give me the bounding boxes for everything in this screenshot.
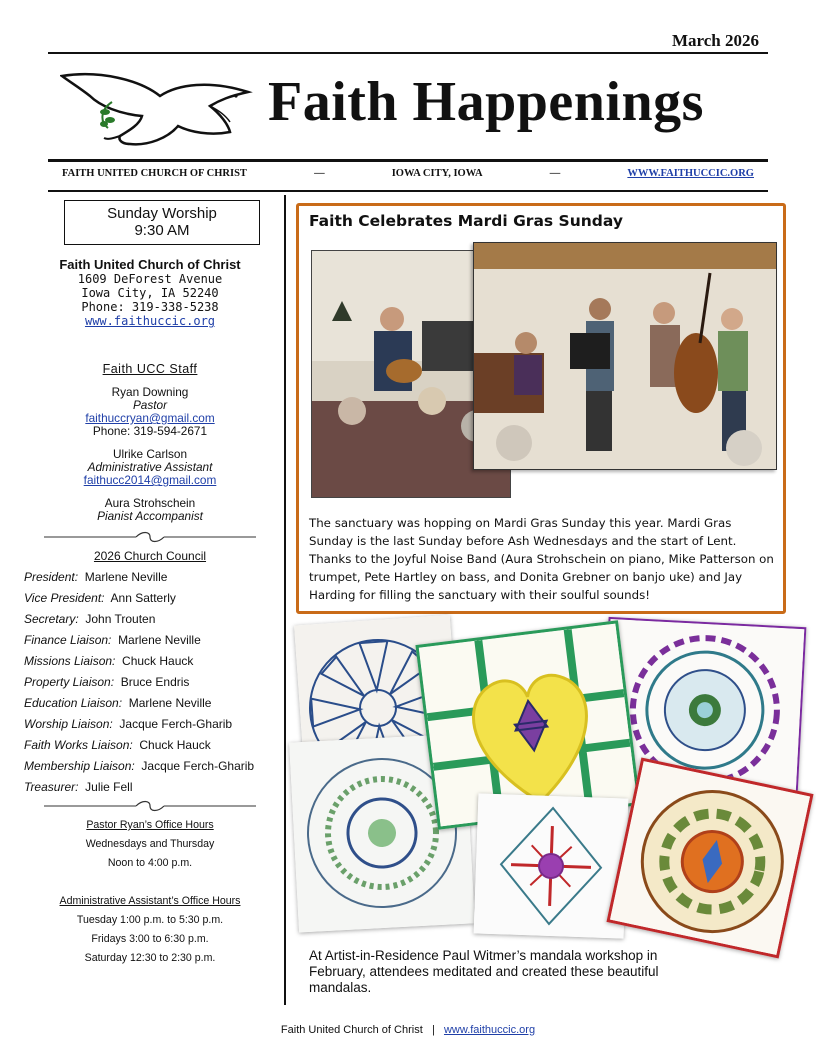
- council-role: Faith Works Liaison:: [24, 738, 133, 752]
- council-name: Julie Fell: [85, 780, 133, 794]
- council-role: Education Liaison:: [24, 696, 123, 710]
- council-name: Chuck Hauck: [139, 738, 211, 752]
- staff-member: [24, 386, 276, 438]
- staff-heading: Faith UCC Staff: [102, 362, 198, 376]
- address-line-2: Iowa City, IA 52240: [81, 286, 219, 300]
- council-role: Membership Liaison:: [24, 759, 135, 773]
- staff-email-link[interactable]: faithuccryan@gmail.com: [85, 411, 215, 425]
- band-photo-group: [473, 242, 777, 470]
- council-heading: 2026 Church Council: [93, 549, 207, 563]
- council-member: [24, 756, 276, 777]
- mandala-red-cross: [474, 793, 629, 938]
- dove-logo-icon: [60, 66, 256, 156]
- staff-role: Pastor: [132, 398, 168, 412]
- council-name: Jacque Ferch-Gharib: [141, 759, 255, 773]
- council-role: Vice President:: [24, 591, 105, 605]
- article-body: The sanctuary was hopping on Mardi Gras Sunday this year. Mardi Gras Sunday is the last Sunday before Ash Wednesdays and the start of Lent. Thanks to the Joyful Noise Band (Aura Strohschein on piano, Mike Patterson on trumpet, Pete Hartley on bass, and Donita Grebner on banjo uke) and Jay Harding for filling the sanctuary with their soulful sounds!: [309, 516, 774, 602]
- church-name: Faith United Church of Christ: [59, 257, 241, 272]
- column-divider: [284, 195, 286, 1005]
- newsletter-title: Faith Happenings: [268, 71, 704, 133]
- staff-phone: Phone: 319-594-2671: [92, 424, 208, 438]
- council-member: [24, 588, 276, 609]
- council-member: [24, 630, 276, 651]
- council-name: Marlene Neville: [128, 696, 212, 710]
- council-list: [24, 567, 276, 798]
- staff-name: Ulrike Carlson: [112, 447, 188, 461]
- staff-name: Aura Strohschein: [104, 496, 196, 510]
- hours-heading: Pastor Ryan’s Office Hours: [86, 819, 214, 831]
- council-role: Finance Liaison:: [24, 633, 112, 647]
- info-bar: [62, 168, 754, 179]
- council-member: [24, 651, 276, 672]
- council-name: Jacque Ferch-Gharib: [119, 717, 233, 731]
- masthead-rule: [48, 159, 768, 162]
- address-line-1: 1609 DeForest Avenue: [77, 272, 223, 286]
- staff-member: [24, 497, 276, 523]
- footer-church: Faith United Church of Christ: [280, 1024, 423, 1036]
- council-name: Ann Satterly: [110, 591, 176, 605]
- staff-email-link[interactable]: faithucc2014@gmail.com: [83, 473, 217, 487]
- council-name: Marlene Neville: [84, 570, 168, 584]
- footer-website-link[interactable]: www.faithuccic.org: [443, 1024, 536, 1036]
- council-name: Marlene Neville: [118, 633, 201, 647]
- council-role: Worship Liaison:: [24, 717, 113, 731]
- mandala-red-frame: [606, 758, 813, 959]
- council-member: [24, 609, 276, 630]
- hours-line: Tuesday 1:00 p.m. to 5:30 p.m.: [76, 914, 224, 926]
- top-rule: [48, 52, 768, 54]
- council-member: [24, 714, 276, 735]
- flourish-divider-icon: [40, 800, 260, 812]
- city-state: IOWA CITY, IOWA: [391, 168, 483, 179]
- website-link[interactable]: WWW.FAITHUCCIC.ORG: [627, 168, 754, 179]
- worship-title: Sunday Worship: [107, 205, 217, 222]
- hours-line: Wednesdays and Thursday: [85, 838, 215, 850]
- council-member: [24, 567, 276, 588]
- church-phone: Phone: 319-338-5238: [81, 300, 219, 314]
- council-role: Secretary:: [24, 612, 79, 626]
- article-title: Faith Celebrates Mardi Gras Sunday: [309, 212, 623, 230]
- issue-date: March 2026: [671, 31, 759, 50]
- info-bar-rule: [48, 190, 768, 192]
- church-name-caps: FAITH UNITED CHURCH OF CHRIST: [62, 168, 247, 179]
- council-role: Property Liaison:: [24, 675, 115, 689]
- worship-time: 9:30 AM: [134, 222, 190, 239]
- staff-member: [24, 448, 276, 487]
- flourish-divider-icon: [40, 531, 260, 543]
- council-member: [24, 735, 276, 756]
- pastor-office-hours: [24, 816, 276, 873]
- info-separator: —: [549, 168, 561, 179]
- council-name: John Trouten: [85, 612, 156, 626]
- council-member: [24, 693, 276, 714]
- admin-office-hours: [24, 892, 276, 968]
- sidebar: [24, 200, 276, 968]
- footer-divider: |: [431, 1024, 435, 1036]
- church-website-link[interactable]: www.faithuccic.org: [84, 314, 216, 328]
- council-member: [24, 672, 276, 693]
- mandala-collage: [292, 614, 808, 944]
- staff-role: Pianist Accompanist: [97, 509, 203, 523]
- council-role: Missions Liaison:: [24, 654, 116, 668]
- staff-role: Administrative Assistant: [87, 460, 213, 474]
- worship-time-box: [64, 200, 260, 245]
- hours-heading: Administrative Assistant’s Office Hours: [59, 895, 241, 907]
- council-member: [24, 777, 276, 798]
- council-name: Bruce Endris: [120, 675, 190, 689]
- council-role: Treasurer:: [24, 780, 79, 794]
- page-footer: [0, 1024, 816, 1036]
- hours-line: Fridays 3:00 to 6:30 p.m.: [91, 933, 209, 945]
- mandala-caption: At Artist-in-Residence Paul Witmer’s mandala workshop in February, attendees meditated and created these beautiful mandalas.: [309, 948, 659, 995]
- hours-line: Noon to 4:00 p.m.: [107, 857, 193, 869]
- mardi-gras-article: [296, 203, 786, 614]
- staff-name: Ryan Downing: [111, 385, 189, 399]
- info-separator: —: [314, 168, 325, 179]
- council-role: President:: [24, 570, 79, 584]
- church-address: [24, 272, 276, 328]
- council-name: Chuck Hauck: [122, 654, 194, 668]
- hours-line: Saturday 12:30 to 2:30 p.m.: [84, 952, 216, 964]
